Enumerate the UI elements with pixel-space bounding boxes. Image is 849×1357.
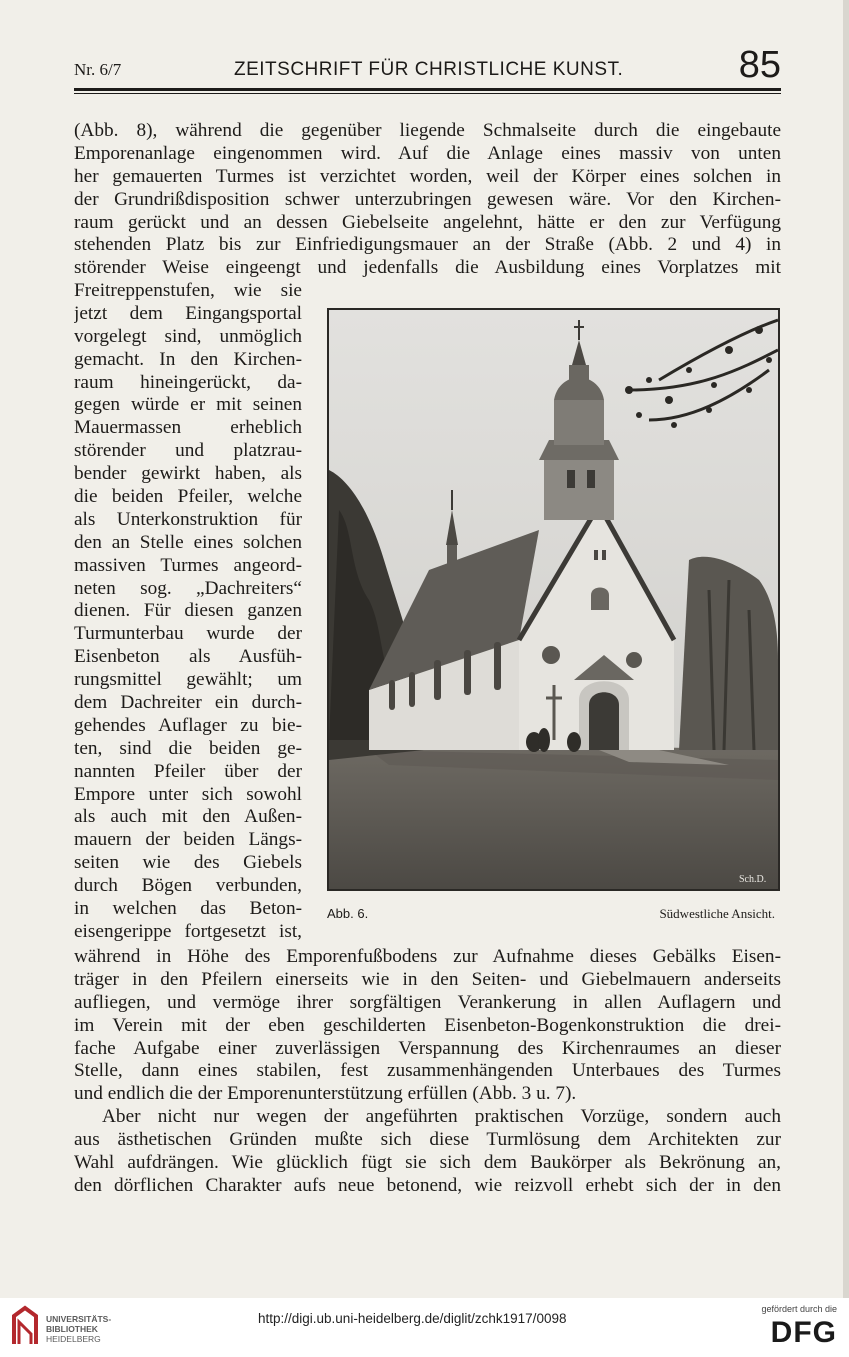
text-line: störender Weise eingeengt und jedenfalls die Ausbildung eines Vorplatzes mit [74,257,781,279]
text-line: her gemauerten Turmes ist verzichtet worden, weil der Körper eines solchen in [74,165,781,187]
bottom-paragraphs [74,946,781,1198]
footer-bar [0,1298,849,1357]
header-rule-thick [74,88,781,91]
text-line: und endlich die der Emporenunterstützung erfüllen (Abb. 3 u. 7). [74,1083,577,1105]
text-line: durch Bögen verbunden, [74,875,302,897]
text-line: den dörflichen Charakter aufs neue betonend, wie reizvoll erhebt sich der in den [74,1174,781,1196]
text-line: (Abb. 8), während die gegenüber liegende Schmalseite durch die eingebaute [74,120,781,141]
text-line: Wahl aufdrängen. Wie glücklich fügt sie sich dem Baukörper als Bekrönung an, [74,1152,781,1174]
text-line: den an Stelle eines solchen [74,531,302,553]
text-line: raum hineingerückt, da- [74,371,302,393]
text-line: jetzt dem Eingangsportal [74,302,302,324]
text-line: mauern der beiden Längs- [74,829,302,851]
text-line: neten sog. „Dachreiters“ [74,577,302,599]
top-paragraph [74,120,781,280]
text-line: Empore unter sich sowohl [74,783,302,805]
text-line: ten, sind die beiden ge- [74,737,302,759]
library-logo[interactable] [10,1304,120,1348]
library-name [46,1314,111,1344]
text-line: stehenden Platz bis zur Einfriedigungsmauer an der Straße (Abb. 2 und 4) in [74,234,781,256]
text-line: störender und platzrau- [74,440,302,462]
funding-note: gefördert durch die [761,1304,837,1314]
text-line: massiven Turmes angeord- [74,554,302,576]
text-line: aufliegen, und vermöge ihrer sorgfältigen Verankerung in allen Auflagern und [74,991,781,1013]
page-number: 85 [738,44,781,86]
library-name-line: UNIVERSITÄTS- [46,1314,112,1324]
text-line: während in Höhe des Emporenfußbodens zur Aufnahme dieses Gebälks Eisen- [74,946,781,967]
text-line: Eisenbeton als Ausfüh- [74,646,302,668]
text-line: als auch mit den Außen- [74,806,302,828]
text-line: die beiden Pfeiler, welche [74,486,302,508]
text-line: fache Aufgabe einer zuverlässigen Verspannung des Kirchenraumes an dieser [74,1037,781,1059]
text-line: Aber nicht nur wegen der angeführten praktischen Vorzüge, sondern auch [102,1106,781,1128]
permalink-url[interactable]: http://digi.ub.uni-heidelberg.de/diglit/zchk1917/0098 [258,1311,567,1326]
running-header [74,46,781,90]
text-line: gegen würde er mit seinen [74,394,302,416]
photographer-mark: Sch.D. [739,874,767,885]
dfg-logo[interactable]: DFG [770,1316,837,1349]
text-line: aus ästhetischen Gründen mußte sich diese Turmlösung dem Architekten zur [74,1129,781,1151]
library-name-line: BIBLIOTHEK [46,1324,98,1334]
text-line: in welchen das Beton- [74,898,302,920]
text-line: dienen. Für diesen ganzen [74,600,302,622]
column-text [74,280,302,944]
text-line: als Unterkonstruktion für [74,508,302,530]
text-line: Emporenanlage eingenommen wird. Auf die Anlage eines massiv von unten [74,142,781,164]
issue-number: Nr. 6/7 [74,60,122,79]
library-emblem-icon [10,1304,40,1348]
text-line: Freitreppenstufen, wie sie [74,280,302,301]
journal-title: ZEITSCHRIFT FÜR CHRISTLICHE KUNST. [234,59,624,80]
church-illustration [329,310,778,889]
church-photograph [327,308,780,891]
text-line: Turmunterbau wurde der [74,623,302,645]
text-line: gehendes Auflager zu bie- [74,714,302,736]
text-line: Stelle, dann eines stabilen, fest zusammenhängenden Unterbaues des Turmes [74,1060,781,1082]
library-name-line: HEIDELBERG [46,1334,101,1344]
figure-label: Abb. 6. [327,906,369,921]
text-line: im Verein mit der eben geschilderten Eisenbeton-Bogenkonstruktion die drei- [74,1014,781,1036]
text-line: dem Dachreiter ein durch- [74,692,302,714]
text-line: träger in den Pfeilern einerseits wie in den Seiten- und Giebelmauern anderseits [74,968,781,990]
text-line: rungsmittel gewählt; um [74,669,302,691]
text-line: Mauermassen erheblich [74,417,302,439]
figure-caption: Südwestliche Ansicht. [659,906,775,921]
text-line: der Grundrißdisposition schwer unterzubringen gewesen wäre. Vor den Kirchen- [74,188,781,210]
text-line: raum gerückt und an dessen Giebelseite angelehnt, hätte er den zur Verfügung [74,211,781,233]
text-line: bender gewirkt haben, als [74,463,302,485]
text-line: gemacht. In den Kirchen- [74,348,302,370]
header-rule-thin [74,93,781,94]
text-line: nannten Pfeiler über der [74,760,302,782]
text-line: vorgelegt sind, unmöglich [74,325,302,347]
text-line: eisengerippe fortgesetzt ist, [74,920,302,942]
text-line: seiten wie des Giebels [74,852,302,874]
